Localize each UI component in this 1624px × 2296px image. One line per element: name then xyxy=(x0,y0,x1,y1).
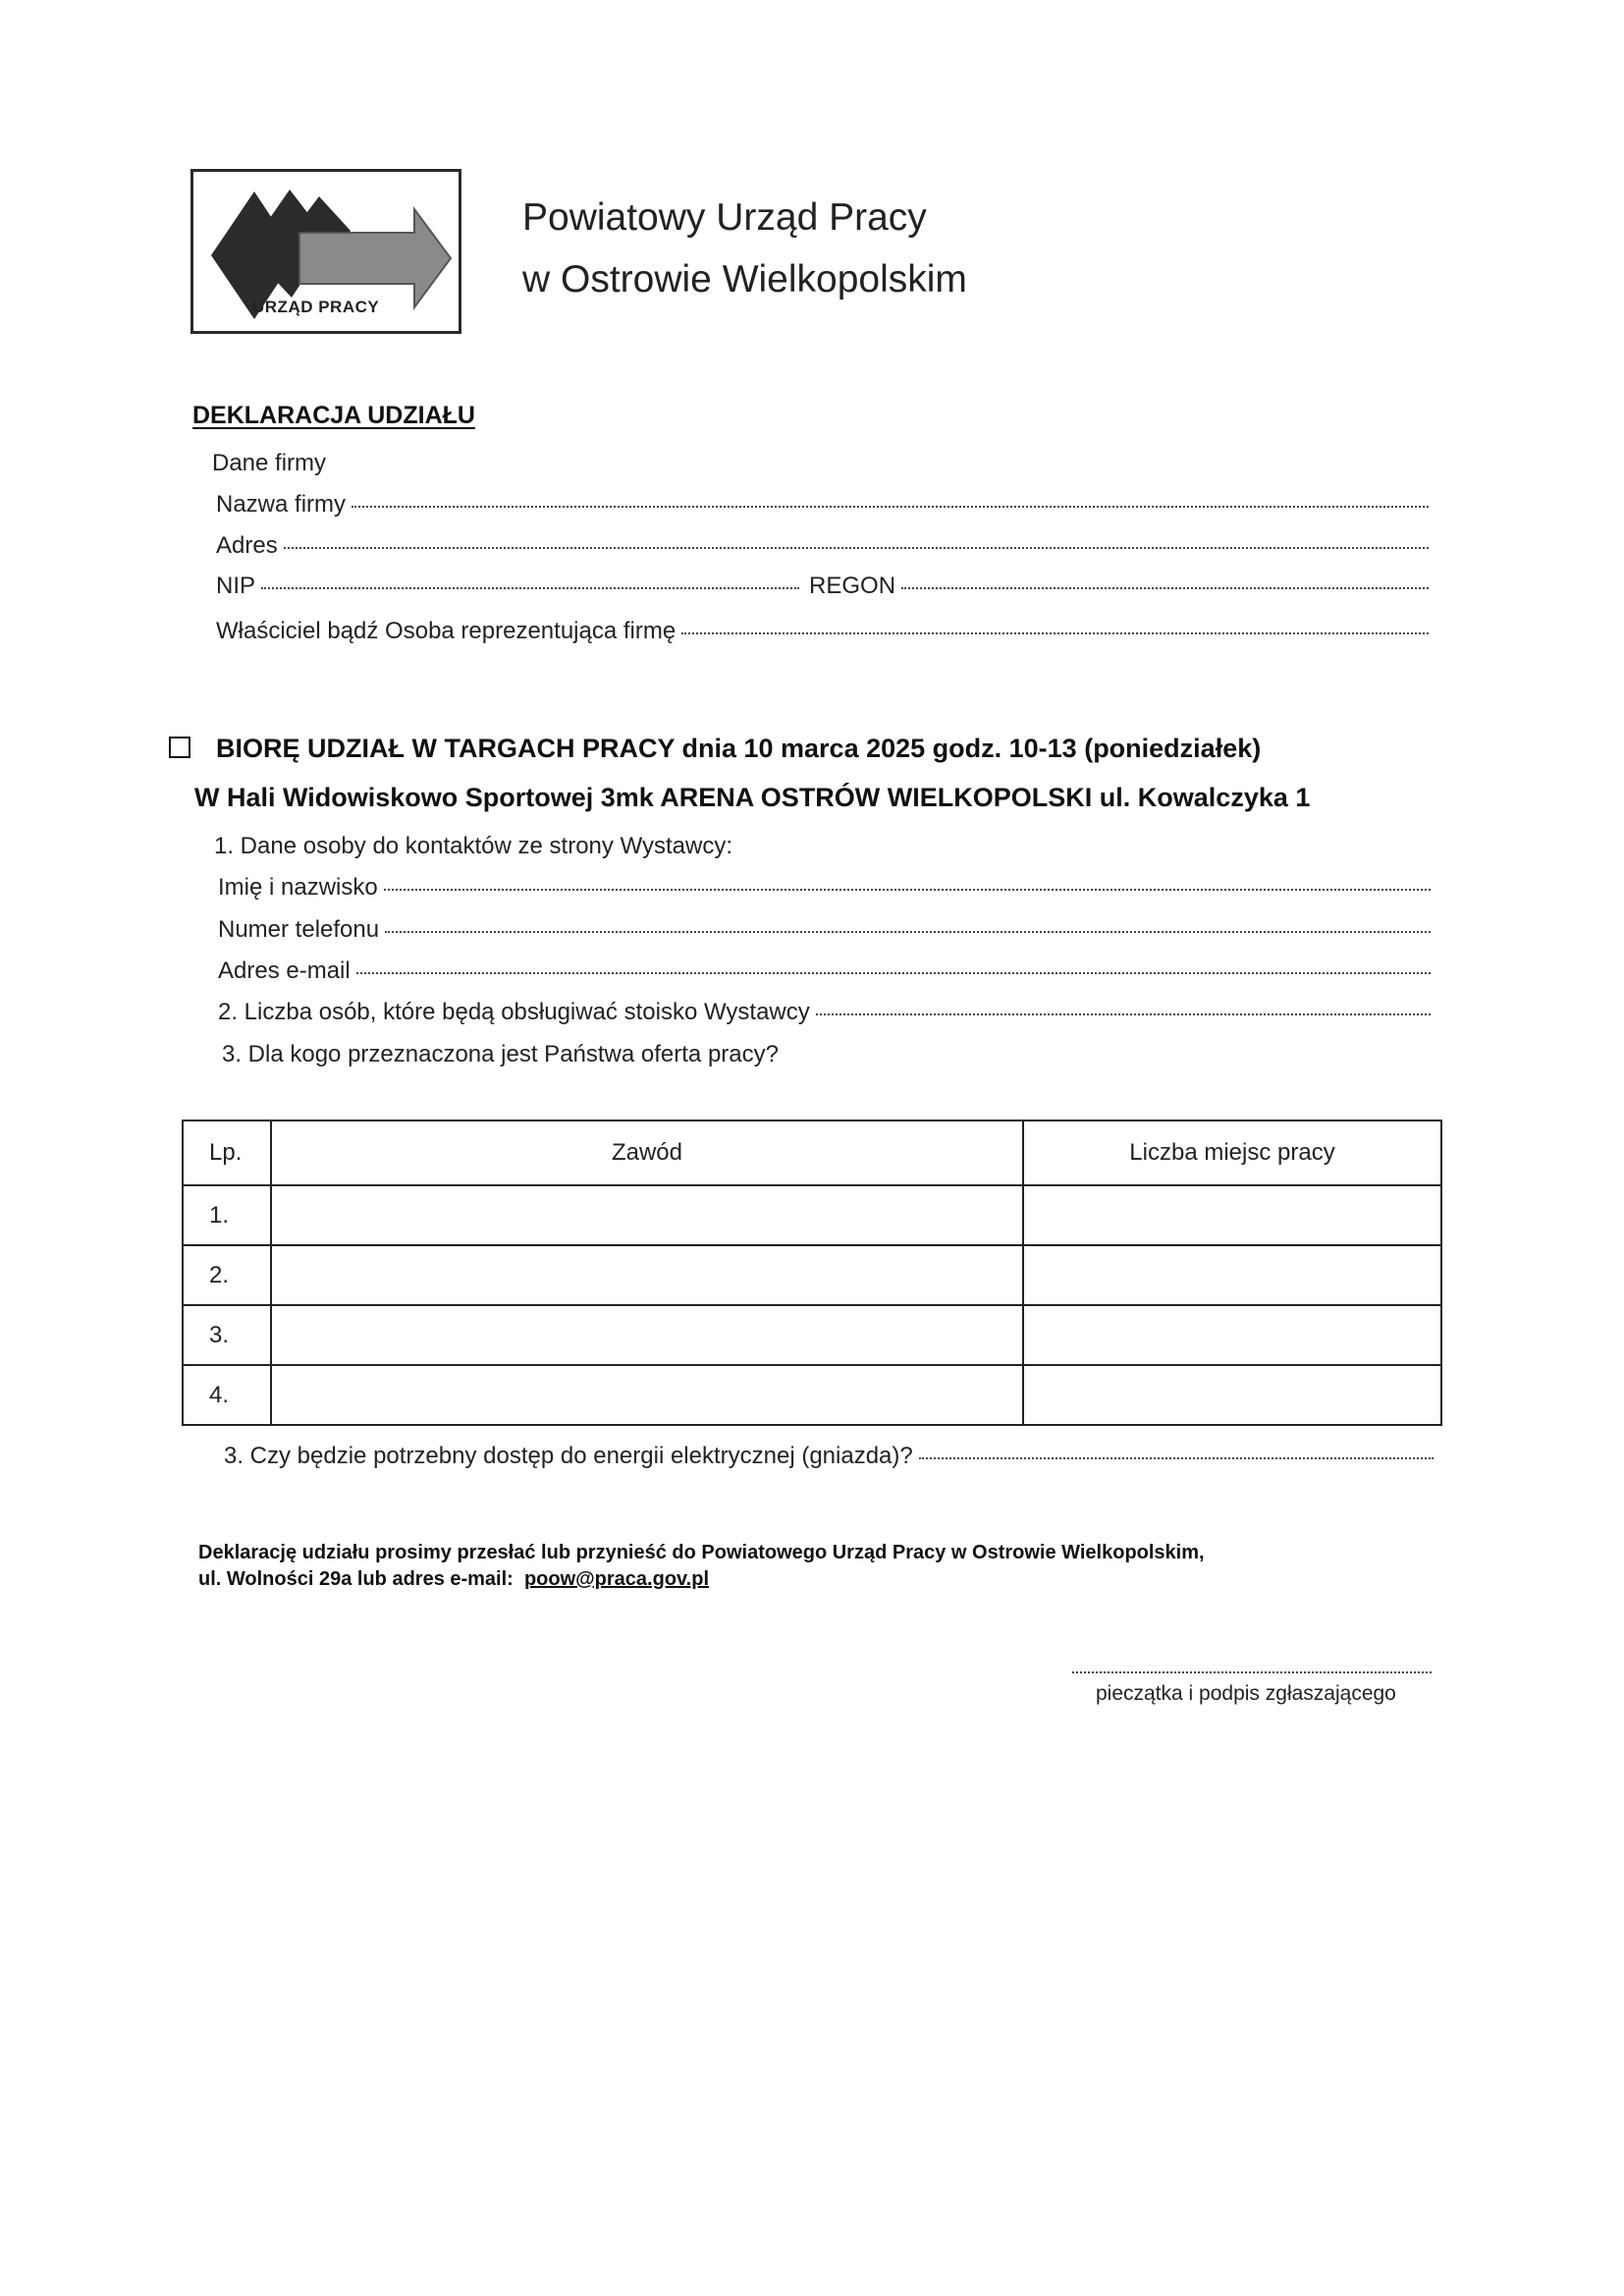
email-link[interactable]: poow@praca.gov.pl xyxy=(523,1568,710,1590)
job-count-cell[interactable] xyxy=(1023,1185,1441,1245)
profession-cell[interactable] xyxy=(271,1245,1023,1305)
profession-cell[interactable] xyxy=(271,1365,1023,1425)
table-row xyxy=(183,1185,1441,1245)
footer-note-line1: Deklarację udziału prosimy przesłać lub przynieść do Powiatowego Urząd Pracy w Ostrowie Wielkopolskim, xyxy=(198,1542,1205,1563)
contact-email-label: Adres e-mail xyxy=(218,957,351,984)
header-lp: Lp. xyxy=(183,1121,271,1185)
owner-field[interactable] xyxy=(216,618,1429,645)
nip-regon-field[interactable] xyxy=(216,573,1429,600)
table-row xyxy=(183,1245,1441,1305)
participation-checkbox[interactable] xyxy=(169,737,190,758)
header-profession: Zawód xyxy=(271,1121,1023,1185)
company-data-label: Dane firmy xyxy=(212,450,327,476)
jobs-table xyxy=(182,1120,1442,1426)
staff-count-label: 2. Liczba osób, które będą obsługiwać stoisko Wystawcy xyxy=(218,999,810,1025)
logo-text: URZĄD PRACY xyxy=(252,298,380,316)
offer-target-question: 3. Dla kogo przeznaczona jest Państwa oferta pracy? xyxy=(222,1041,779,1067)
row-number: 1. xyxy=(183,1185,271,1245)
footer-note-line2: ul. Wolności 29a lub adres e-mail: poow@praca.gov.pl xyxy=(198,1568,710,1590)
nip-label: NIP xyxy=(216,573,256,599)
job-count-cell[interactable] xyxy=(1023,1305,1441,1365)
electricity-label: 3. Czy będzie potrzebny dostęp do energii elektrycznej (gniazda)? xyxy=(224,1443,913,1469)
header-job-count: Liczba miejsc pracy xyxy=(1023,1121,1441,1185)
contact-name-field[interactable] xyxy=(218,874,1431,902)
row-number: 2. xyxy=(183,1245,271,1305)
contact-phone-label: Numer telefonu xyxy=(218,916,380,943)
contact-heading: 1. Dane osoby do kontaktów ze strony Wystawcy: xyxy=(214,833,733,859)
job-count-cell[interactable] xyxy=(1023,1365,1441,1425)
company-name-field[interactable] xyxy=(216,491,1429,519)
owner-label: Właściciel bądź Osoba reprezentująca firmę xyxy=(216,618,677,644)
participation-line: BIORĘ UDZIAŁ W TARGACH PRACY dnia 10 marca 2025 godz. 10-13 (poniedziałek) xyxy=(216,734,1262,763)
profession-cell[interactable] xyxy=(271,1185,1023,1245)
org-name-line1: Powiatowy Urząd Pracy xyxy=(522,196,927,239)
regon-label: REGON xyxy=(809,573,896,599)
staff-count-field[interactable] xyxy=(218,999,1431,1026)
company-address-field[interactable] xyxy=(216,532,1429,560)
row-number: 4. xyxy=(183,1365,271,1425)
profession-cell[interactable] xyxy=(271,1305,1023,1365)
org-name-line2: w Ostrowie Wielkopolskim xyxy=(522,258,967,301)
signature-label: pieczątka i podpis zgłaszającego xyxy=(1096,1682,1396,1705)
contact-phone-field[interactable] xyxy=(218,916,1431,944)
electricity-field[interactable] xyxy=(224,1443,1434,1470)
signature-line[interactable] xyxy=(1072,1671,1432,1673)
company-address-label: Adres xyxy=(216,532,278,559)
table-header-row xyxy=(183,1121,1441,1185)
contact-email-field[interactable] xyxy=(218,957,1431,985)
venue-line: W Hali Widowiskowo Sportowej 3mk ARENA OSTRÓW WIELKOPOLSKI ul. Kowalczyka 1 xyxy=(194,783,1311,812)
row-number: 3. xyxy=(183,1305,271,1365)
section-title: DEKLARACJA UDZIAŁU xyxy=(192,402,475,429)
table-row xyxy=(183,1365,1441,1425)
table-row xyxy=(183,1305,1441,1365)
job-count-cell[interactable] xyxy=(1023,1245,1441,1305)
logo xyxy=(190,169,461,334)
company-name-label: Nazwa firmy xyxy=(216,491,347,518)
contact-name-label: Imię i nazwisko xyxy=(218,874,378,901)
